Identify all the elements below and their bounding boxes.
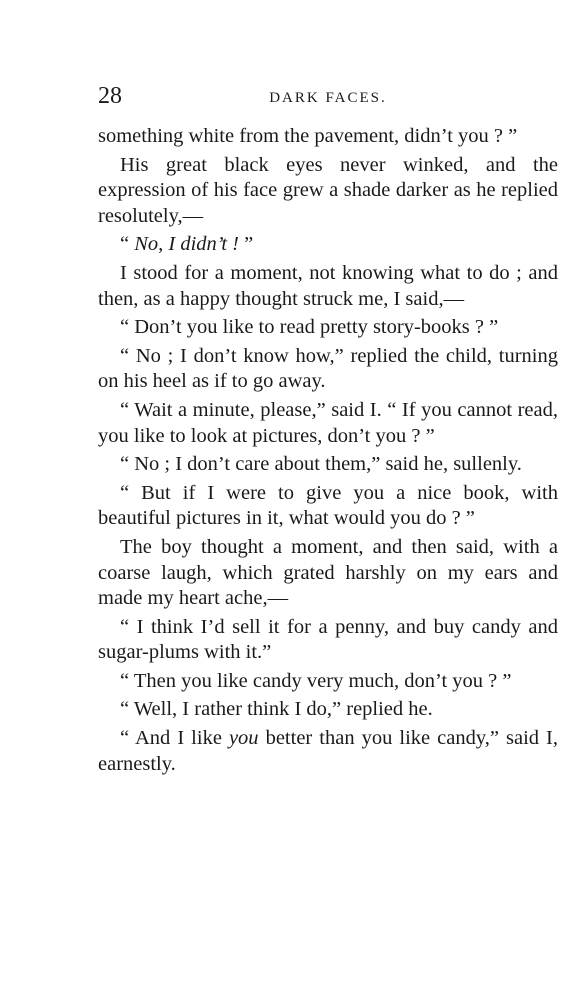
paragraph	[98, 344, 558, 395]
page-header	[98, 82, 558, 112]
text-run: “ No ; I don’t care about them,” said he, sullenly.	[120, 453, 522, 476]
text-run: “ Then you like candy very much, don’t you ? ”	[120, 669, 512, 692]
paragraph	[98, 535, 558, 612]
page-number: 28	[98, 83, 122, 109]
page-body-text	[98, 124, 558, 777]
paragraph	[98, 669, 558, 695]
paragraph	[98, 697, 558, 723]
paragraph	[98, 452, 558, 478]
text-run: “ Don’t you like to read pretty story-books ? ”	[120, 316, 499, 339]
paragraph	[98, 124, 558, 150]
text-run: “ And I like	[120, 727, 229, 750]
italic-text: No, I didn’t !	[134, 233, 240, 256]
text-run: “ No ; I don’t know how,” replied the child, turning on his heel as if to go away.	[98, 344, 558, 393]
text-run: His great black eyes never winked, and the expression of his face grew a shade darker as he replied resolutely,—	[98, 153, 558, 227]
text-run: I stood for a moment, not knowing what to do ; and then, as a happy thought struck me, I said,—	[98, 261, 558, 310]
text-run: “ Wait a minute, please,” said I. “ If you cannot read, you like to look at pictures, don’t you ? ”	[98, 398, 558, 447]
text-run: “ Well, I rather think I do,” replied he.	[120, 698, 433, 721]
paragraph	[98, 726, 558, 777]
paragraph	[98, 615, 558, 666]
text-run: “	[120, 233, 135, 256]
paragraph	[98, 481, 558, 532]
text-run: The boy thought a moment, and then said, with a coarse laugh, which grated harshly on my ears and made my heart ache,—	[98, 535, 558, 610]
paragraph	[98, 261, 558, 312]
text-run: “ But if I were to give you a nice book, with beautiful pictures in it, what would you do ? ”	[98, 481, 558, 530]
text-run: better than you like candy,” said I, earnestly.	[98, 727, 559, 775]
paragraph	[98, 315, 558, 341]
text-run: ”	[239, 233, 254, 256]
text-run: “ I think I’d sell it for a penny, and buy candy and sugar-plums with it.”	[98, 615, 558, 664]
paragraph	[98, 398, 558, 449]
text-run: something white from the pavement, didn’t you ? ”	[98, 125, 518, 147]
paragraph	[98, 232, 558, 258]
running-title: DARK FACES.	[269, 90, 387, 106]
paragraph	[98, 153, 558, 230]
italic-text: you	[228, 727, 259, 750]
